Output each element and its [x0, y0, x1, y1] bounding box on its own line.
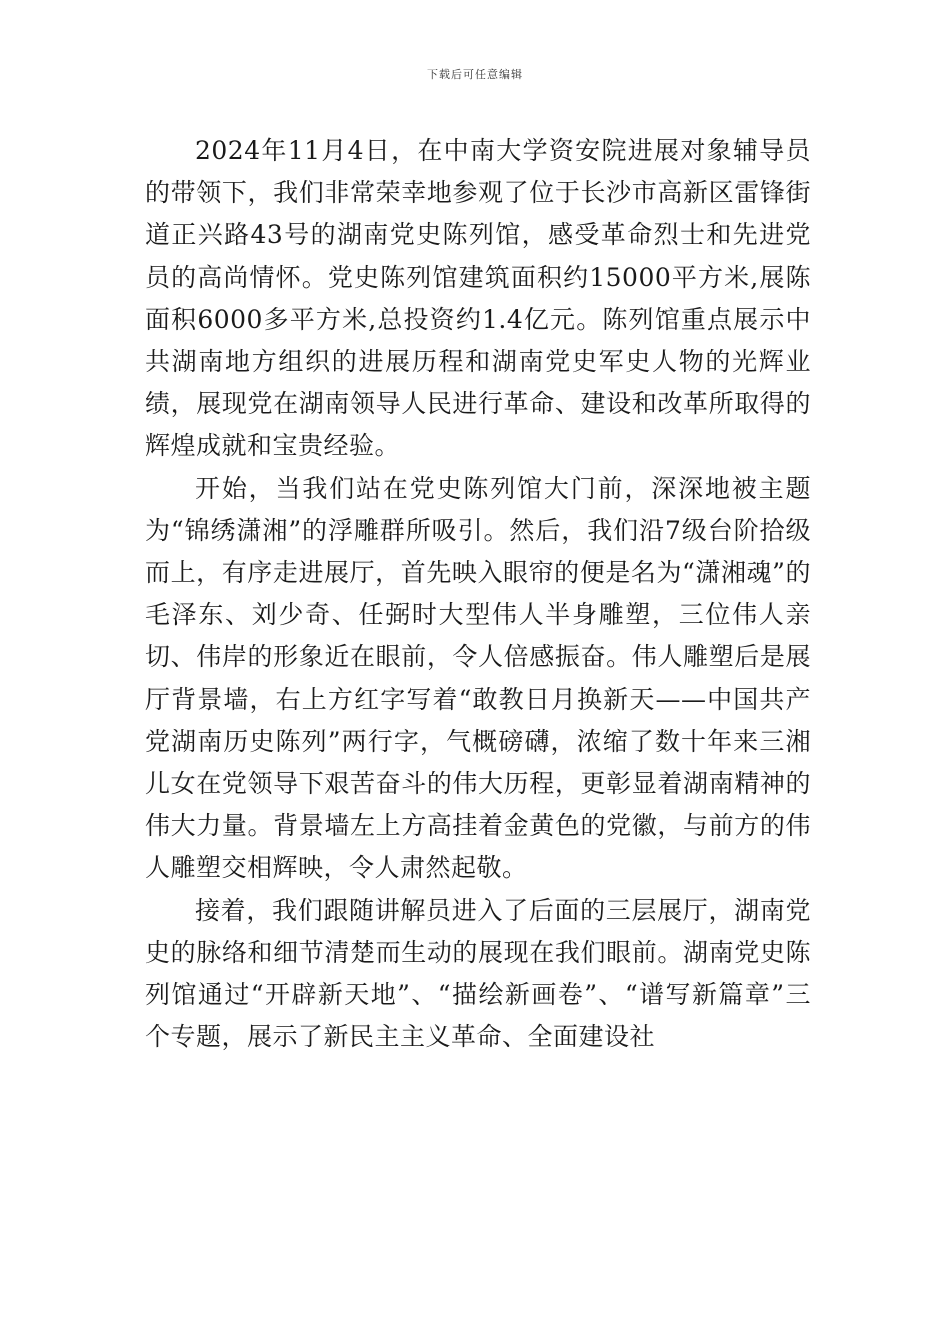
- paragraph-2: 开始，当我们站在党史陈列馆大门前，深深地被主题为“锦绣潇湘”的浮雕群所吸引。然后，我们沿7级台阶拾级而上，有序走进展厅，首先映入眼帘的便是名为“潇湘魂”的毛泽东、刘少奇、任弼时大型伟人半身雕塑，三位伟人亲切、伟岸的形象近在眼前，令人倍感振奋。伟人雕塑后是展厅背景墙，右上方红字写着“敢教日月换新天——中国共产党湖南历史陈列”两行字，气概磅礴，浓缩了数十年来三湘儿女在党领导下艰苦奋斗的伟大历程，更彰显着湖南精神的伟大力量。背景墙左上方高挂着金黄色的党徽，与前方的伟人雕塑交相辉映，令人肃然起敬。: [145, 473, 811, 883]
- header-note: 下载后可任意编辑: [427, 68, 523, 81]
- paragraph-3: 接着，我们跟随讲解员进入了后面的三层展厅，湖南党史的脉络和细节清楚而生动的展现在我们眼前。湖南党史陈列馆通过“开辟新天地”、“描绘新画卷”、“谱写新篇章”三个专题，展示了新民主主义革命、全面建设社: [145, 895, 811, 1052]
- paragraph-1: 2024年11月4日，在中南大学资安院进展对象辅导员的带领下，我们非常荣幸地参观了位于长沙市高新区雷锋街道正兴路43号的湖南党史陈列馆，感受革命烈士和先进党员的高尚情怀。党史陈列馆建筑面积约15000平方米,展陈面积6000多平方米,总投资约1.4亿元。陈列馆重点展示中共湖南地方组织的进展历程和湖南党史军史人物的光辉业绩，展现党在湖南领导人民进行革命、建设和改革所取得的辉煌成就和宝贵经验。: [145, 136, 811, 461]
- document-body: [145, 130, 811, 1058]
